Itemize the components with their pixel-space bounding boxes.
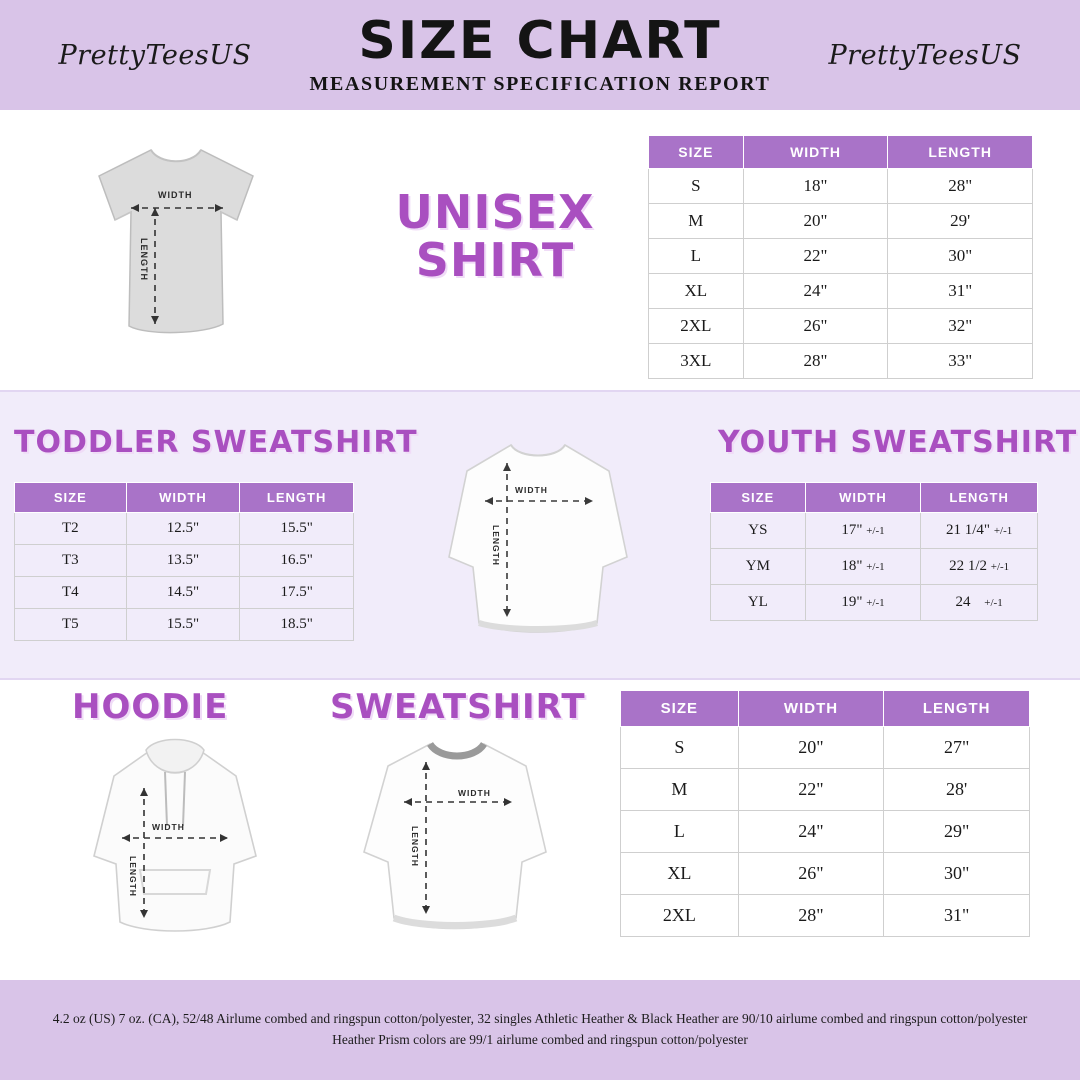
cell-length-tolerance: +/-1: [993, 525, 1013, 537]
cell-width: 22": [738, 769, 884, 811]
col-size: SIZE: [649, 136, 744, 169]
cell-length: 27": [884, 727, 1030, 769]
cell-width: 24": [743, 274, 888, 309]
unisex-section-title: UNISEX SHIRT: [395, 185, 595, 288]
cell-length: 16.5": [240, 545, 354, 577]
cell-length: 17.5": [240, 577, 354, 609]
cell-size: T4: [15, 577, 127, 609]
cell-width-tolerance: +/-1: [866, 597, 885, 609]
page-header: [0, 0, 1080, 110]
hoodie-illustration: [60, 730, 290, 945]
cell-length: [921, 549, 1038, 585]
cell-width: 20": [738, 727, 884, 769]
cell-width: 20": [743, 204, 888, 239]
cell-width: 15.5": [126, 609, 240, 641]
toddler-section-title: TODDLER SWEATSHIRT: [14, 425, 418, 460]
cell-length-value: 24: [955, 594, 971, 610]
cell-size: 2XL: [621, 895, 739, 937]
sweatshirt-length-label: LENGTH: [410, 826, 420, 867]
cell-length-tolerance: +/-1: [984, 597, 1003, 609]
cell-width: [805, 513, 921, 549]
youth-section-title: YOUTH SWEATSHIRT: [718, 425, 1078, 460]
cell-width-value: 18": [841, 558, 863, 574]
page-footer: [0, 980, 1080, 1080]
col-size: SIZE: [621, 691, 739, 727]
sweatshirt-icon: [330, 730, 580, 945]
cell-width: 26": [743, 309, 888, 344]
col-length: LENGTH: [240, 483, 354, 513]
col-width: WIDTH: [805, 483, 921, 513]
cell-length: [921, 585, 1038, 621]
cell-length: 30": [888, 239, 1033, 274]
col-width: WIDTH: [126, 483, 240, 513]
col-width: WIDTH: [743, 136, 888, 169]
cell-size: M: [649, 204, 744, 239]
table-row: [621, 811, 1030, 853]
cell-size: YS: [711, 513, 806, 549]
cell-width: 28": [738, 895, 884, 937]
youth-length-label: LENGTH: [491, 525, 501, 566]
table-header-row: [621, 691, 1030, 727]
cell-width: [805, 585, 921, 621]
sweatshirt-width-label: WIDTH: [458, 788, 491, 798]
cell-length: [921, 513, 1038, 549]
cell-size: T5: [15, 609, 127, 641]
cell-width: 28": [743, 344, 888, 379]
fabric-composition-text: 4.2 oz (US) 7 oz. (CA), 52/48 Airlume combed and ringspun cotton/polyester, 32 singles Athletic Heather & Black Heather are 90/10 airlume combed and ringspun cotton/polyester Heather Prism colors are 99/1 airlume combed and ringspun cotton/polyester: [52, 1011, 1028, 1047]
table-row: [649, 239, 1033, 274]
cell-length: 32": [888, 309, 1033, 344]
col-width: WIDTH: [738, 691, 884, 727]
unisex-size-table: [648, 135, 1033, 379]
cell-size: M: [621, 769, 739, 811]
cell-length: 29': [888, 204, 1033, 239]
cell-width-value: 17": [841, 522, 863, 538]
sweatshirt-icon: [415, 427, 660, 647]
page-title: SIZE CHART: [358, 11, 722, 72]
page-subtitle: MEASUREMENT SPECIFICATION REPORT: [309, 72, 771, 95]
hoodie-section-title: HOODIE: [72, 687, 229, 727]
table-row: [15, 545, 354, 577]
cell-size: 2XL: [649, 309, 744, 344]
cell-size: T2: [15, 513, 127, 545]
table-header-row: [711, 483, 1038, 513]
table-row: [649, 344, 1033, 379]
brand-logo-right: PrettyTeesUS: [828, 39, 1022, 71]
hoodie-length-label: LENGTH: [128, 856, 138, 897]
cell-width: 22": [743, 239, 888, 274]
cell-size: S: [649, 169, 744, 204]
table-row: [649, 169, 1033, 204]
table-row: [649, 204, 1033, 239]
unisex-width-label: WIDTH: [158, 190, 193, 200]
table-row: [649, 274, 1033, 309]
cell-width-tolerance: +/-1: [866, 561, 885, 573]
cell-width: 12.5": [126, 513, 240, 545]
cell-length: 29": [884, 811, 1030, 853]
unisex-tshirt-illustration: [55, 128, 325, 368]
hoodie-icon: [60, 730, 290, 945]
cell-width-value: 19": [841, 594, 863, 610]
table-row: [15, 513, 354, 545]
cell-size: L: [649, 239, 744, 274]
cell-size: 3XL: [649, 344, 744, 379]
table-row: [15, 609, 354, 641]
cell-length-value: 21 1/4": [946, 522, 991, 538]
cell-length: 15.5": [240, 513, 354, 545]
header-center: [280, 11, 800, 96]
cell-length: 31": [888, 274, 1033, 309]
cell-size: XL: [649, 274, 744, 309]
table-header-row: [649, 136, 1033, 169]
section-toddler-youth: [0, 390, 1080, 680]
cell-width: 24": [738, 811, 884, 853]
col-length: LENGTH: [884, 691, 1030, 727]
table-header-row: [15, 483, 354, 513]
section-unisex: [0, 110, 1080, 390]
cell-size: XL: [621, 853, 739, 895]
cell-length: 18.5": [240, 609, 354, 641]
table-row: [711, 549, 1038, 585]
col-size: SIZE: [15, 483, 127, 513]
section-hoodie-sweatshirt: [0, 680, 1080, 980]
cell-length: 31": [884, 895, 1030, 937]
youth-size-table: [710, 482, 1038, 621]
cell-length: 28": [888, 169, 1033, 204]
cell-width: [805, 549, 921, 585]
brand-logo-left: PrettyTeesUS: [58, 39, 252, 71]
cell-width: 26": [738, 853, 884, 895]
table-row: [649, 309, 1033, 344]
cell-length-tolerance: +/-1: [990, 561, 1010, 573]
cell-length-value: 22 1/2: [949, 558, 987, 574]
table-row: [15, 577, 354, 609]
cell-size: L: [621, 811, 739, 853]
cell-width: 18": [743, 169, 888, 204]
youth-width-label: WIDTH: [515, 485, 548, 495]
cell-length: 33": [888, 344, 1033, 379]
col-length: LENGTH: [921, 483, 1038, 513]
cell-length: 28': [884, 769, 1030, 811]
cell-width: 13.5": [126, 545, 240, 577]
hoodie-width-label: WIDTH: [152, 822, 185, 832]
cell-width-tolerance: +/-1: [866, 525, 885, 537]
table-row: [621, 895, 1030, 937]
table-row: [711, 585, 1038, 621]
unisex-length-label: LENGTH: [139, 238, 149, 281]
cell-size: T3: [15, 545, 127, 577]
col-length: LENGTH: [888, 136, 1033, 169]
cell-size: YL: [711, 585, 806, 621]
cell-size: YM: [711, 549, 806, 585]
sweatshirt-section-title: SWEATSHIRT: [330, 687, 586, 727]
cell-length: 30": [884, 853, 1030, 895]
cell-width: 14.5": [126, 577, 240, 609]
youth-sweatshirt-illustration: [415, 427, 660, 647]
table-row: [621, 769, 1030, 811]
cell-size: S: [621, 727, 739, 769]
toddler-size-table: [14, 482, 354, 641]
col-size: SIZE: [711, 483, 806, 513]
table-row: [621, 853, 1030, 895]
table-row: [711, 513, 1038, 549]
tshirt-icon: [55, 128, 325, 368]
table-row: [621, 727, 1030, 769]
adult-sweatshirt-illustration: [330, 730, 580, 945]
sweatshirt-size-table: [620, 690, 1030, 937]
